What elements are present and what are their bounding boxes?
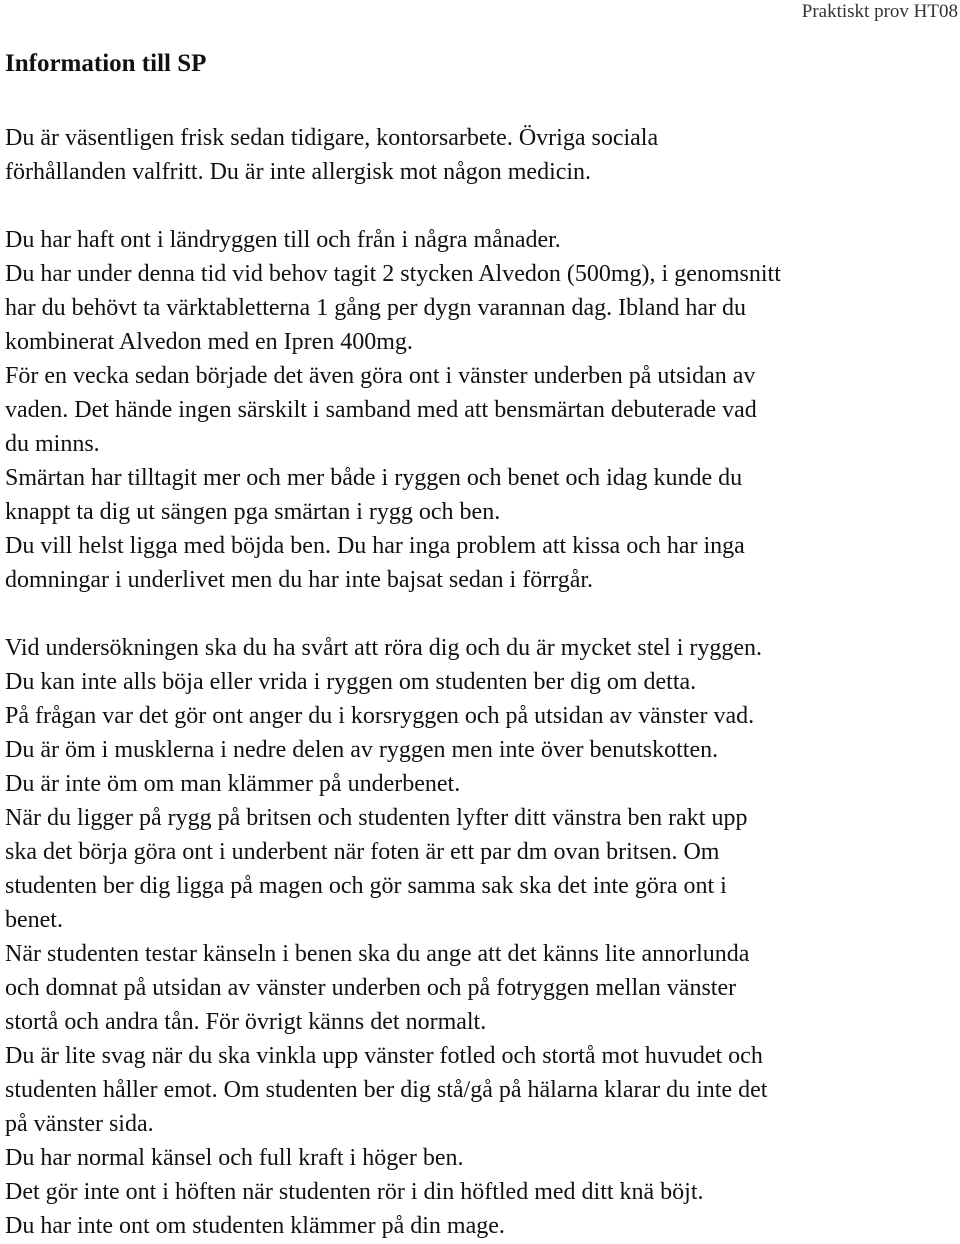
page-title: Information till SP [5,50,207,77]
text-line: Smärtan har tilltagit mer och mer både i ryggen och benet och idag kunde du [5,465,743,491]
text-line: Du har under denna tid vid behov tagit 2 stycken Alvedon (500mg), i genomsnitt [5,261,781,287]
paragraph-gap [5,189,960,223]
text-line: studenten ber dig ligga på magen och gör samma sak ska det inte göra ont i [5,873,727,899]
text-line: Du vill helst ligga med böjda ben. Du har inga problem att kissa och har inga [5,533,745,559]
text-line: På frågan var det gör ont anger du i korsryggen och på utsidan av vänster vad. [5,703,755,729]
text-line: stortå och andra tån. För övrigt känns det normalt. [5,1009,487,1035]
text-line: För en vecka sedan började det även göra ont i vänster underben på utsidan av [5,363,756,389]
text-line: Du kan inte alls böja eller vrida i ryggen om studenten ber dig om detta. [5,669,697,695]
text-line: Du har normal känsel och full kraft i höger ben. [5,1145,464,1171]
text-line: När du ligger på rygg på britsen och studenten lyfter ditt vänstra ben rakt upp [5,805,748,831]
text-line: Det gör inte ont i höften när studenten rör i din höftled med ditt knä böjt. [5,1179,704,1205]
text-line: ska det börja göra ont i underbent när foten är ett par dm ovan britsen. Om [5,839,720,865]
text-line: Du är inte öm om man klämmer på underbenet. [5,771,461,797]
text-line: förhållanden valfritt. Du är inte allergisk mot någon medicin. [5,159,592,185]
text-line: Du är öm i musklerna i nedre delen av ryggen men inte över benutskotten. [5,737,719,763]
text-line: benet. [5,907,63,933]
document-header-label: Praktiskt prov HT08 [801,1,958,22]
text-line: När studenten testar känseln i benen ska du ange att det känns lite annorlunda [5,941,750,967]
text-line: kombinerat Alvedon med en Ipren 400mg. [5,329,413,355]
text-line: vaden. Det hände ingen särskilt i samband med att bensmärtan debuterade vad [5,397,757,423]
text-line: Du är väsentligen frisk sedan tidigare, kontorsarbete. Övriga sociala [5,125,659,151]
text-line: har du behövt ta värktabletterna 1 gång per dygn varannan dag. Ibland har du [5,295,747,321]
text-line: och domnat på utsidan av vänster underben och på fotryggen mellan vänster [5,975,737,1001]
text-line: Du har haft ont i ländryggen till och från i några månader. [5,227,561,253]
text-line: på vänster sida. [5,1111,154,1137]
text-line: domningar i underlivet men du har inte bajsat sedan i förrgår. [5,567,594,593]
text-line: Du är lite svag när du ska vinkla upp vänster fotled och stortå mot huvudet och [5,1043,763,1069]
text-line: knappt ta dig ut sängen pga smärtan i rygg och ben. [5,499,501,525]
text-line: Vid undersökningen ska du ha svårt att röra dig och du är mycket stel i ryggen. [5,635,763,661]
text-line: Du har inte ont om studenten klämmer på din mage. [5,1213,505,1239]
document-body [5,121,960,1243]
paragraph-gap [5,597,960,631]
text-line: studenten håller emot. Om studenten ber dig stå/gå på hälarna klarar du inte det [5,1077,768,1103]
text-line: du minns. [5,431,100,457]
